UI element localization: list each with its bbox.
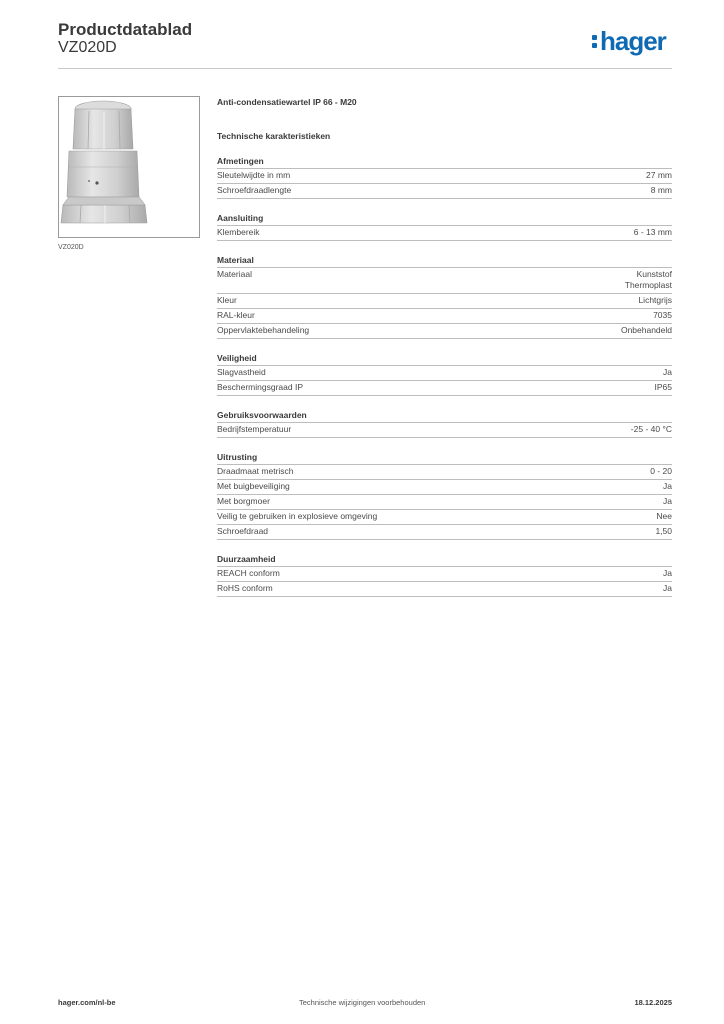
section-title: Afmetingen xyxy=(217,156,672,169)
spec-label: Oppervlaktebehandeling xyxy=(217,325,310,335)
spec-row xyxy=(217,381,672,396)
hager-logo xyxy=(592,28,666,54)
spec-value-line: 0 - 20 xyxy=(650,466,672,476)
spec-section xyxy=(217,452,672,540)
spec-row xyxy=(217,423,672,438)
spec-value-line: Ja xyxy=(663,481,672,491)
logo-dots-icon xyxy=(592,28,597,54)
spec-value xyxy=(663,496,672,507)
product-code: VZ020D xyxy=(58,39,117,56)
spec-row xyxy=(217,226,672,241)
spec-value xyxy=(646,170,672,181)
section-title: Aansluiting xyxy=(217,213,672,226)
spec-label: Met buigbeveiliging xyxy=(217,481,290,491)
spec-label: Beschermingsgraad IP xyxy=(217,382,303,392)
spec-section xyxy=(217,156,672,199)
spec-value-line: 7035 xyxy=(653,310,672,320)
spec-label: Kleur xyxy=(217,295,237,305)
section-title: Duurzaamheid xyxy=(217,554,672,567)
product-name: Anti-condensatiewartel IP 66 - M20 xyxy=(217,97,357,107)
header-divider xyxy=(58,68,672,69)
spec-row xyxy=(217,567,672,582)
spec-value xyxy=(621,325,672,336)
spec-label: Draadmaat metrisch xyxy=(217,466,294,476)
spec-row xyxy=(217,510,672,525)
spec-value xyxy=(663,481,672,492)
spec-value-line: Thermoplast xyxy=(624,280,672,290)
spec-value-line: 27 mm xyxy=(646,170,672,180)
spec-value-line: Onbehandeld xyxy=(620,325,672,335)
section-title: Materiaal xyxy=(217,255,672,268)
spec-value-line: Ja xyxy=(663,367,672,377)
spec-row xyxy=(217,169,672,184)
spec-label: Veilig te gebruiken in explosieve omgeving xyxy=(217,511,378,521)
spec-row xyxy=(217,465,672,480)
spec-label: REACH conform xyxy=(217,568,280,578)
spec-value xyxy=(638,295,672,306)
section-title: Gebruiksvoorwaarden xyxy=(217,410,672,423)
datasheet-content xyxy=(217,96,672,597)
footer-notice: Technische wijzigingen voorbehouden xyxy=(299,998,426,1007)
image-caption: VZ020D xyxy=(58,244,84,251)
spec-row xyxy=(217,294,672,309)
spec-label: RoHS conform xyxy=(217,583,273,593)
page-title: Productdatablad xyxy=(58,20,193,39)
spec-section xyxy=(217,410,672,438)
spec-value-line: Nee xyxy=(656,511,672,521)
logo-text: hager xyxy=(600,26,666,56)
product-image xyxy=(58,96,200,238)
footer-date: 18.12.2025 xyxy=(634,998,672,1007)
spec-value xyxy=(655,382,673,393)
spec-row xyxy=(217,495,672,510)
spec-value-line: 1,50 xyxy=(655,526,672,536)
spec-row xyxy=(217,582,672,597)
spec-value-line: IP65 xyxy=(654,382,672,392)
spec-label: Materiaal xyxy=(217,269,252,279)
spec-value-line: -25 - 40 °C xyxy=(630,424,672,434)
spec-value xyxy=(651,185,672,196)
spec-label: Sleutelwijdte in mm xyxy=(217,170,291,180)
tech-heading: Technische karakteristieken xyxy=(217,131,331,141)
spec-label: Klembereik xyxy=(217,227,260,237)
spec-value xyxy=(656,511,672,522)
section-title: Uitrusting xyxy=(217,452,672,465)
spec-label: Met borgmoer xyxy=(217,496,270,506)
footer-website[interactable]: hager.com/nl-be xyxy=(58,998,116,1007)
spec-row xyxy=(217,324,672,339)
spec-label: Schroefdraad xyxy=(217,526,269,536)
spec-row xyxy=(217,309,672,324)
spec-value-line: Kunststof xyxy=(636,269,672,279)
spec-value-line: Lichtgrijs xyxy=(638,295,672,305)
spec-label: Bedrijfstemperatuur xyxy=(217,424,292,434)
cable-gland-icon xyxy=(59,97,199,237)
spec-value xyxy=(625,269,672,291)
spec-value xyxy=(653,310,672,321)
spec-value-line: Ja xyxy=(663,568,672,578)
spec-label: Slagvastheid xyxy=(217,367,266,377)
spec-value xyxy=(663,568,672,579)
spec-value xyxy=(663,367,672,378)
spec-section xyxy=(217,554,672,597)
spec-value-line: 8 mm xyxy=(650,185,672,195)
spec-value xyxy=(631,424,672,435)
spec-row xyxy=(217,480,672,495)
spec-value-line: 6 - 13 mm xyxy=(633,227,672,237)
spec-value xyxy=(634,227,672,238)
spec-row xyxy=(217,366,672,381)
spec-section xyxy=(217,353,672,396)
section-title: Veiligheid xyxy=(217,353,672,366)
spec-label: Schroefdraadlengte xyxy=(217,185,292,195)
spec-value-line: Ja xyxy=(663,496,672,506)
spec-value xyxy=(663,583,672,594)
spec-row xyxy=(217,525,672,540)
spec-row xyxy=(217,268,672,294)
spec-value xyxy=(655,526,672,537)
spec-value-line: Ja xyxy=(663,583,672,593)
spec-section xyxy=(217,213,672,241)
spec-section xyxy=(217,255,672,339)
spec-value xyxy=(650,466,672,477)
spec-label: RAL-kleur xyxy=(217,310,255,320)
spec-sections xyxy=(217,156,672,597)
spec-row xyxy=(217,184,672,199)
